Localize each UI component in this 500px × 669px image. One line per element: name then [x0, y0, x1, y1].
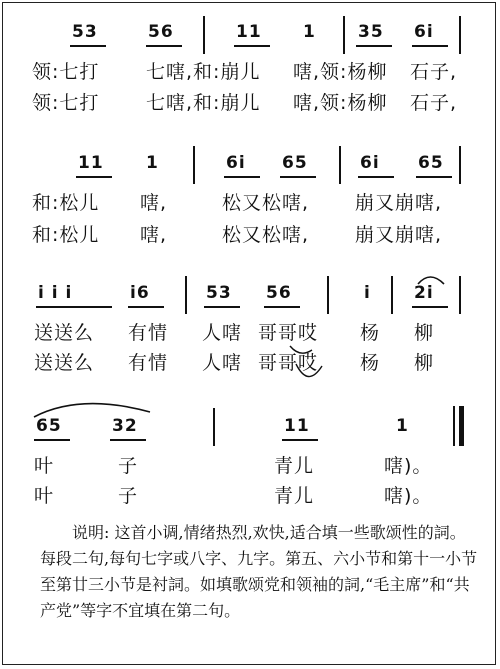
note-group: 6i [360, 153, 380, 173]
note-group: i [364, 283, 371, 303]
note-group: 56 [148, 22, 174, 42]
lyric: 松又松嗐, [222, 224, 310, 246]
lyric: 嗐, [140, 224, 168, 246]
lyric: 七嗐,和:崩儿 [146, 92, 261, 114]
lyric: 子 [118, 485, 139, 507]
explanatory-note: 说明: 这首小调,情绪热烈,欢快,适合填一些歌颂性的詞。每段二句,每句七字或八字、九字。第五、六小节和第十一小节至第廿三小节是衬詞。如填歌颂党和领袖的詞,“毛主席”和“共产党”等字不宜填在第二句。 [40, 523, 478, 620]
note-group: 65 [282, 153, 308, 173]
lyric: 嗐,领:杨柳 [293, 61, 388, 83]
note-group: 53 [206, 283, 232, 303]
lyric: 有情 [128, 352, 169, 374]
lyric: 哥哥哎 [258, 322, 319, 344]
lyric: 嗐)。 [384, 455, 433, 477]
lyric: 和:松儿 [32, 192, 100, 214]
lyric: 哥哥哎 [258, 352, 319, 374]
note-group: 11 [78, 153, 104, 173]
lyric: 崩又崩嗐, [355, 192, 443, 214]
lyric: 松又松嗐, [222, 192, 310, 214]
note-group: i6 [130, 283, 150, 303]
lyric: 人嗐 [202, 322, 243, 344]
lyric: 叶 [34, 485, 55, 507]
note-group: 56 [266, 283, 292, 303]
note-group: 11 [236, 22, 262, 42]
lyric: 送送么 [34, 322, 95, 344]
note-group: 65 [36, 416, 62, 436]
note-group: 6i [226, 153, 246, 173]
lyric: 人嗐 [202, 352, 243, 374]
lyric: 石子, [410, 61, 458, 83]
note-group: 1 [146, 153, 159, 173]
lyric: 有情 [128, 322, 169, 344]
note-group: 53 [72, 22, 98, 42]
note-group: 1 [396, 416, 409, 436]
lyric: 崩又崩嗐, [355, 224, 443, 246]
note-group: 2i [414, 283, 434, 303]
lyric: 石子, [410, 92, 458, 114]
lyric: 青儿 [274, 455, 315, 477]
lyric: 杨 [360, 352, 381, 374]
note-group: 6i [414, 22, 434, 42]
lyric: 七嗐,和:崩儿 [146, 61, 261, 83]
lyric: 嗐)。 [384, 485, 433, 507]
lyric: 和:松儿 [32, 224, 100, 246]
lyric: 叶 [34, 455, 55, 477]
lyric: 柳 [414, 322, 435, 344]
lyric: 嗐,领:杨柳 [293, 92, 388, 114]
slur-arc [296, 364, 322, 377]
lyric: 子 [118, 455, 139, 477]
note-group: i i i [38, 283, 73, 303]
lyric: 领:七打 [32, 92, 100, 114]
note-group: 32 [112, 416, 138, 436]
note-group: 1 [303, 22, 316, 42]
lyric: 领:七打 [32, 61, 100, 83]
lyric: 嗐, [140, 192, 168, 214]
lyric: 送送么 [34, 352, 95, 374]
lyric: 柳 [414, 352, 435, 374]
note-group: 65 [418, 153, 444, 173]
lyric: 青儿 [274, 485, 315, 507]
slur-arc [34, 404, 150, 417]
note-group: 11 [284, 416, 310, 436]
slur-arc [290, 346, 312, 353]
tie-arc [418, 277, 444, 284]
note-group: 35 [358, 22, 384, 42]
lyric: 杨 [360, 322, 381, 344]
